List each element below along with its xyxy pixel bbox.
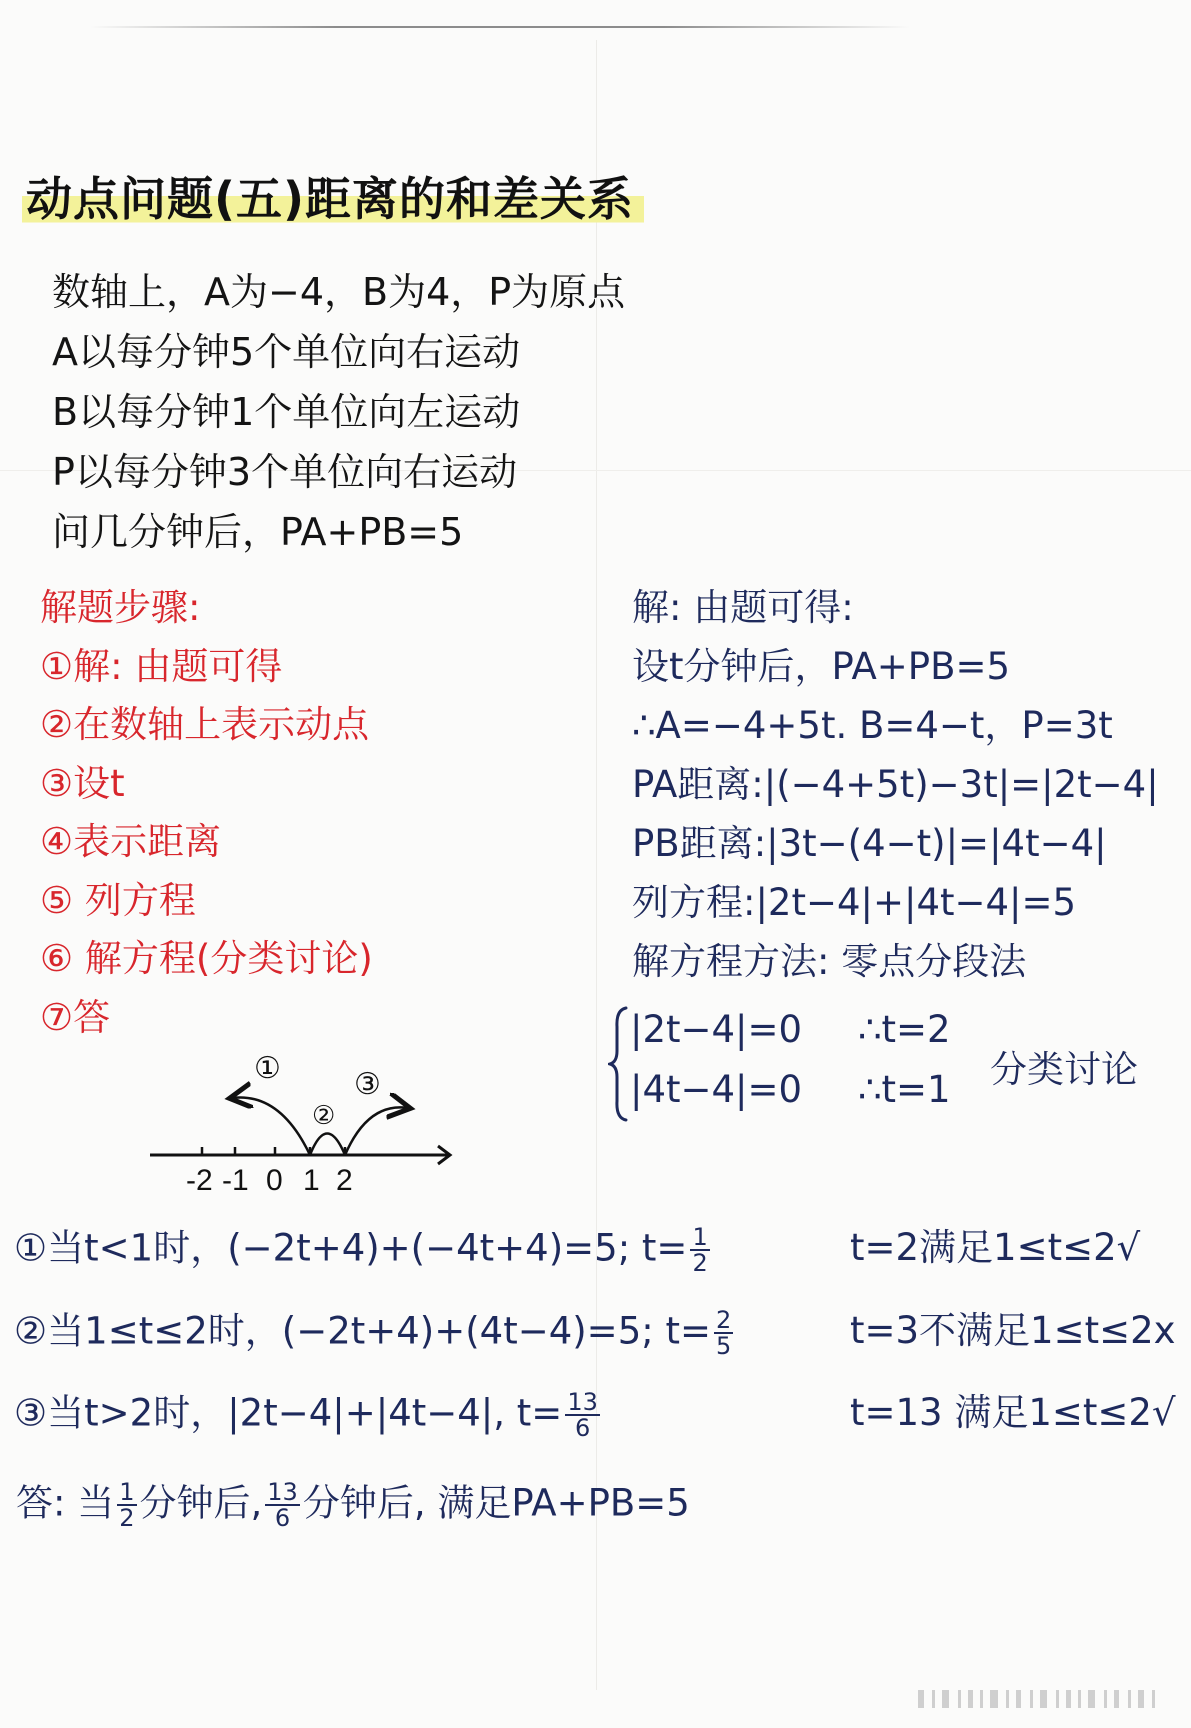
- region-label: ②: [312, 1101, 336, 1131]
- fraction-denominator: 5: [715, 1332, 732, 1360]
- case-equation-line: [14, 1225, 713, 1275]
- solution-steps: [40, 585, 373, 1053]
- solution-line: 设t分钟后，PA+PB=5: [632, 645, 1011, 688]
- step-item: ①解: 由题可得: [40, 644, 283, 688]
- answer-prefix: 答: 当: [16, 1481, 115, 1525]
- top-border-line: [90, 26, 910, 28]
- equation-text: ②当1≤t≤2时，(−2t+4)+(4t−4)=5; t=: [14, 1309, 711, 1353]
- fraction-denominator: 6: [274, 1504, 291, 1532]
- steps-heading: 解题步骤:: [40, 586, 201, 629]
- case-note: 分类讨论: [990, 1048, 1138, 1091]
- solution-line: PA距离:|(−4+5t)−3t|=|2t−4|: [632, 763, 1159, 806]
- fraction-denominator: 2: [692, 1249, 708, 1277]
- fraction-numerator: 1: [119, 1478, 135, 1506]
- page-title: 动点问题(五)距离的和差关系: [22, 163, 644, 229]
- case-check: t=2满足1≤t≤2√: [850, 1226, 1141, 1269]
- tick-label: -2: [186, 1164, 213, 1197]
- step-item: ⑥ 解方程(分类讨论): [40, 937, 373, 980]
- fraction: [690, 1225, 709, 1275]
- case-equation: |2t−4|=0: [630, 1008, 803, 1051]
- region-label: ①: [254, 1051, 281, 1086]
- problem-line: P以每分钟3个单位向右运动: [52, 450, 518, 494]
- step-item: ③设t: [40, 761, 125, 805]
- tick-label: 2: [336, 1164, 353, 1197]
- case-check: t=3不满足1≤t≤2x: [850, 1309, 1176, 1352]
- problem-statement: [52, 268, 625, 568]
- solution-line: 解方程方法: 零点分段法: [632, 940, 1027, 983]
- step-item: ⑦答: [40, 995, 111, 1039]
- step-item: ④表示距离: [40, 820, 222, 863]
- case-check: t=13 满足1≤t≤2√: [850, 1391, 1176, 1434]
- case-equation-line: [14, 1308, 736, 1358]
- fraction-denominator: 6: [574, 1414, 591, 1442]
- problem-line: 数轴上，A为−4，B为4，P为原点: [52, 270, 626, 314]
- watermark-barcode-icon: [918, 1688, 1168, 1710]
- case-row: [630, 1007, 951, 1053]
- case-equation: |4t−4|=0: [630, 1068, 803, 1111]
- tick-label: -1: [222, 1164, 249, 1197]
- step-item: ⑤ 列方程: [40, 878, 196, 922]
- tick-label: 0: [266, 1164, 283, 1197]
- tick-label: 1: [303, 1164, 320, 1197]
- problem-line: 问几分钟后，PA+PB=5: [52, 510, 464, 554]
- fraction-numerator: 13: [267, 1478, 298, 1506]
- equation-text: ③当t>2时，|2t−4|+|4t−4|, t=: [14, 1391, 563, 1435]
- case-result: ∴t=2: [858, 1008, 951, 1051]
- problem-line: A以每分钟5个单位向右运动: [52, 330, 521, 374]
- fraction-numerator: 13: [567, 1388, 598, 1416]
- solution-line: 列方程:|2t−4|+|4t−4|=5: [632, 881, 1077, 924]
- fraction: [265, 1480, 300, 1530]
- region-label: ③: [354, 1067, 381, 1102]
- final-answer: [16, 1480, 690, 1530]
- solution-line: 解: 由题可得:: [632, 586, 854, 629]
- solution-line: ∴A=−4+5t. B=4−t，P=3t: [632, 704, 1113, 747]
- fraction-numerator: 2: [715, 1306, 732, 1334]
- answer-middle: 分钟后,: [139, 1481, 263, 1525]
- equation-text: ①当t<1时，(−2t+4)+(−4t+4)=5; t=: [14, 1226, 688, 1270]
- fraction-numerator: 1: [692, 1223, 708, 1251]
- case-result: ∴t=1: [858, 1068, 951, 1111]
- case-equation-line: [14, 1390, 603, 1440]
- fraction: [565, 1390, 600, 1440]
- solution-work: [632, 585, 1159, 998]
- step-item: ②在数轴上表示动点: [40, 703, 370, 746]
- case-row: [630, 1067, 951, 1113]
- solution-line: PB距离:|3t−(4−t)|=|4t−4|: [632, 822, 1107, 865]
- fraction: [714, 1308, 733, 1358]
- region-arc-middle: [310, 1134, 345, 1156]
- fraction: [117, 1480, 136, 1530]
- region-arc-left: [232, 1097, 310, 1155]
- fraction-denominator: 2: [119, 1504, 135, 1532]
- number-line-diagram: [150, 1040, 470, 1215]
- region-arc-right: [345, 1107, 408, 1155]
- answer-suffix: 分钟后, 满足PA+PB=5: [302, 1481, 690, 1525]
- case-system: [608, 1005, 1138, 1135]
- problem-line: B以每分钟1个单位向左运动: [52, 390, 521, 434]
- left-brace-icon: [608, 1005, 630, 1123]
